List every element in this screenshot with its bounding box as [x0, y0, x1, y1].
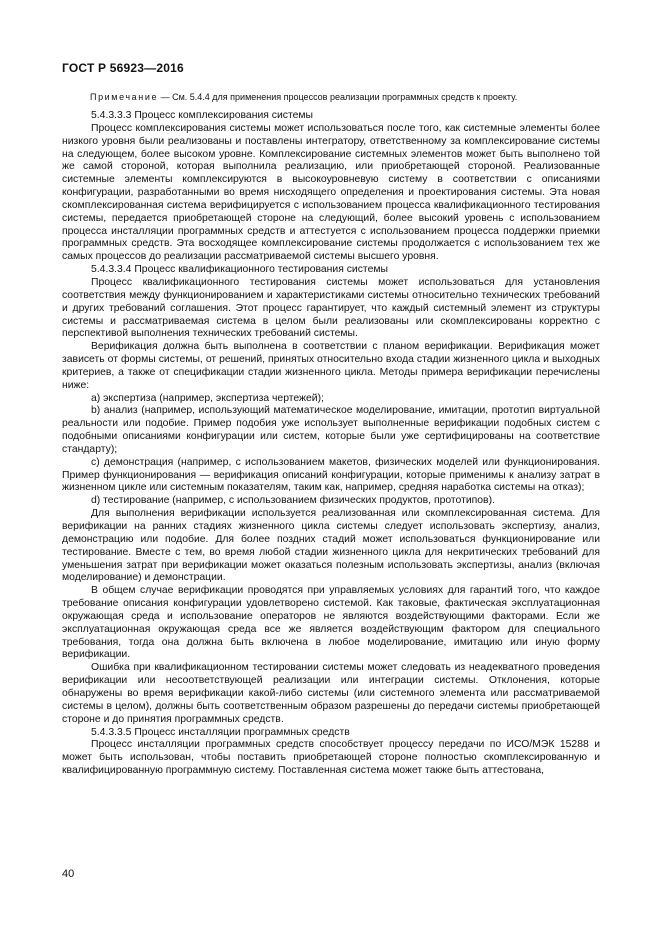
section-heading-5-4-3-3-3: 5.4.3.3.3 Процесс комплексирования системы	[91, 110, 313, 121]
list-item-b: b) анализ (например, использующий математическое моделирование, имитации, прототип виртуальной реальности или подобие. Пример подобия уже использует выполненные верификации подобных систем с подобными описаниями конфигурации или систем, которые были уже сертифицированы на соответствие стандарту);	[62, 405, 600, 455]
section-heading-5-4-3-3-4: 5.4.3.3.4 Процесс квалификационного тестирования системы	[91, 264, 388, 276]
paragraph: Для выполнения верификации используется реализованная или скомплексированная система. Для верификации на ранних стадиях жизненного цикла системы следует использовать экспертизу, анализ, демонстрацию или подобие. Для более поздних стадий может использоваться функционирование или тестирование. Вместе с тем, во время любой стадии жизненного цикла для некритических требований для уменьшения затрат при верификации может оказаться полезным использовать экспертизы, анализ (включая моделирование) и демонстрации.	[62, 508, 600, 584]
list-item-a: a) экспертиза (например, экспертиза чертежей);	[91, 392, 324, 404]
list-item-c: c) демонстрация (например, с использованием макетов, физических моделей или функционирования. Пример функционирования — верификация описаний конфигурации, которые применимы к анализу затрат в жизненном цикле или системным показателям, таким как, например, средняя наработка системы на отказ);	[62, 456, 600, 494]
paragraph: Ошибка при квалификационном тестировании системы может следовать из неадекватного проведения верификации или несоответствующей реализации или интеграции системы. Отклонения, которые обнаружены во время верификации какой-либо системы (или системного элемента или рассматриваемой системы в целом), должны быть соответственным образом разрешены до передачи системы приобретающей стороне и до принятия программных средств.	[62, 662, 600, 725]
paragraph: Процесс квалификационного тестирования системы может использоваться для установления соответствия между функционированием и характеристиками системы относительно технических требований и других требований соглашения. Этот процесс гарантирует, что каждый системный элемент из структуры системы и рассматриваемая система в целом были реализованы или скомплексированы корректно с перспективой выполнения технических требований системы.	[62, 276, 600, 340]
paragraph: Процесс инсталляции программных средств способствует процессу передачи по ИСО/МЭК 15288 и может быть использован, чтобы поставить приобретающей стороне полностью скомплексированную и квалифицированную программную систему. Поставленная система может также быть аттестована,	[62, 739, 600, 777]
note-label: Примечание	[90, 92, 159, 102]
list-item-d: d) тестирование (например, с использованием физических продуктов, прототипов).	[91, 495, 495, 507]
paragraph: Верификация должна быть выполнена в соответствии с планом верификации. Верификация может зависеть от формы системы, от решений, принятых относительно входа стадии жизненного цикла и выходных критериев, а также от спецификации стадии жизненного цикла. Методы примера верификации перечислены ниже:	[62, 341, 600, 391]
note	[90, 91, 600, 103]
document-header: ГОСТ Р 56923—2016	[62, 61, 184, 75]
note-text: — См. 5.4.4 для применения процессов реализации программных средств к проекту.	[158, 92, 518, 102]
section-heading-5-4-3-3-5: 5.4.3.3.5 Процесс инсталляции программных средств	[91, 726, 350, 738]
page-number: 40	[62, 868, 75, 880]
paragraph: Процесс комплексирования системы может использоваться после того, как системные элементы более низкого уровня были реализованы и поставлены интегратору, ответственному за комплексирование системы на следующем, более высоком уровне. Комплексирование системных элементов может быть выполнено той же самой стороной, которая выполнила реализацию, или приобретающей стороной. Реализованные системные элементы комплексируются в высокоуровневую систему в соответствии с описаниями конфигурации, разработанными во время нисходящего определения и проектирования системы. Эта новая скомплексированная система верифицируется с использованием процесса квалификационного тестирования системы, передается приобретающей стороне на следующий, более высокий уровень с использованием процесса инсталляции программных средств и аттестуется с использованием процесса поддержки приемки программных средств. Эта восходящее комплексирование системы продолжается с использованием тех же самых процессов до реализации рассматриваемой системы высшего уровня.	[62, 122, 600, 263]
paragraph: В общем случае верификации проводятся при управляемых условиях для гарантий того, что каждое требование описания конфигурации удовлетворено системой. Как таковые, фактическая эксплуатационная окружающая среда и использование операторов не являются воздействующими факторами. Если же эксплуатационная окружающая среда все же является воздействующим фактором для специального требования, тогда она должна быть включена в любое моделирование, имитацию или иную форму верификации.	[62, 585, 600, 661]
document-body	[62, 91, 600, 778]
